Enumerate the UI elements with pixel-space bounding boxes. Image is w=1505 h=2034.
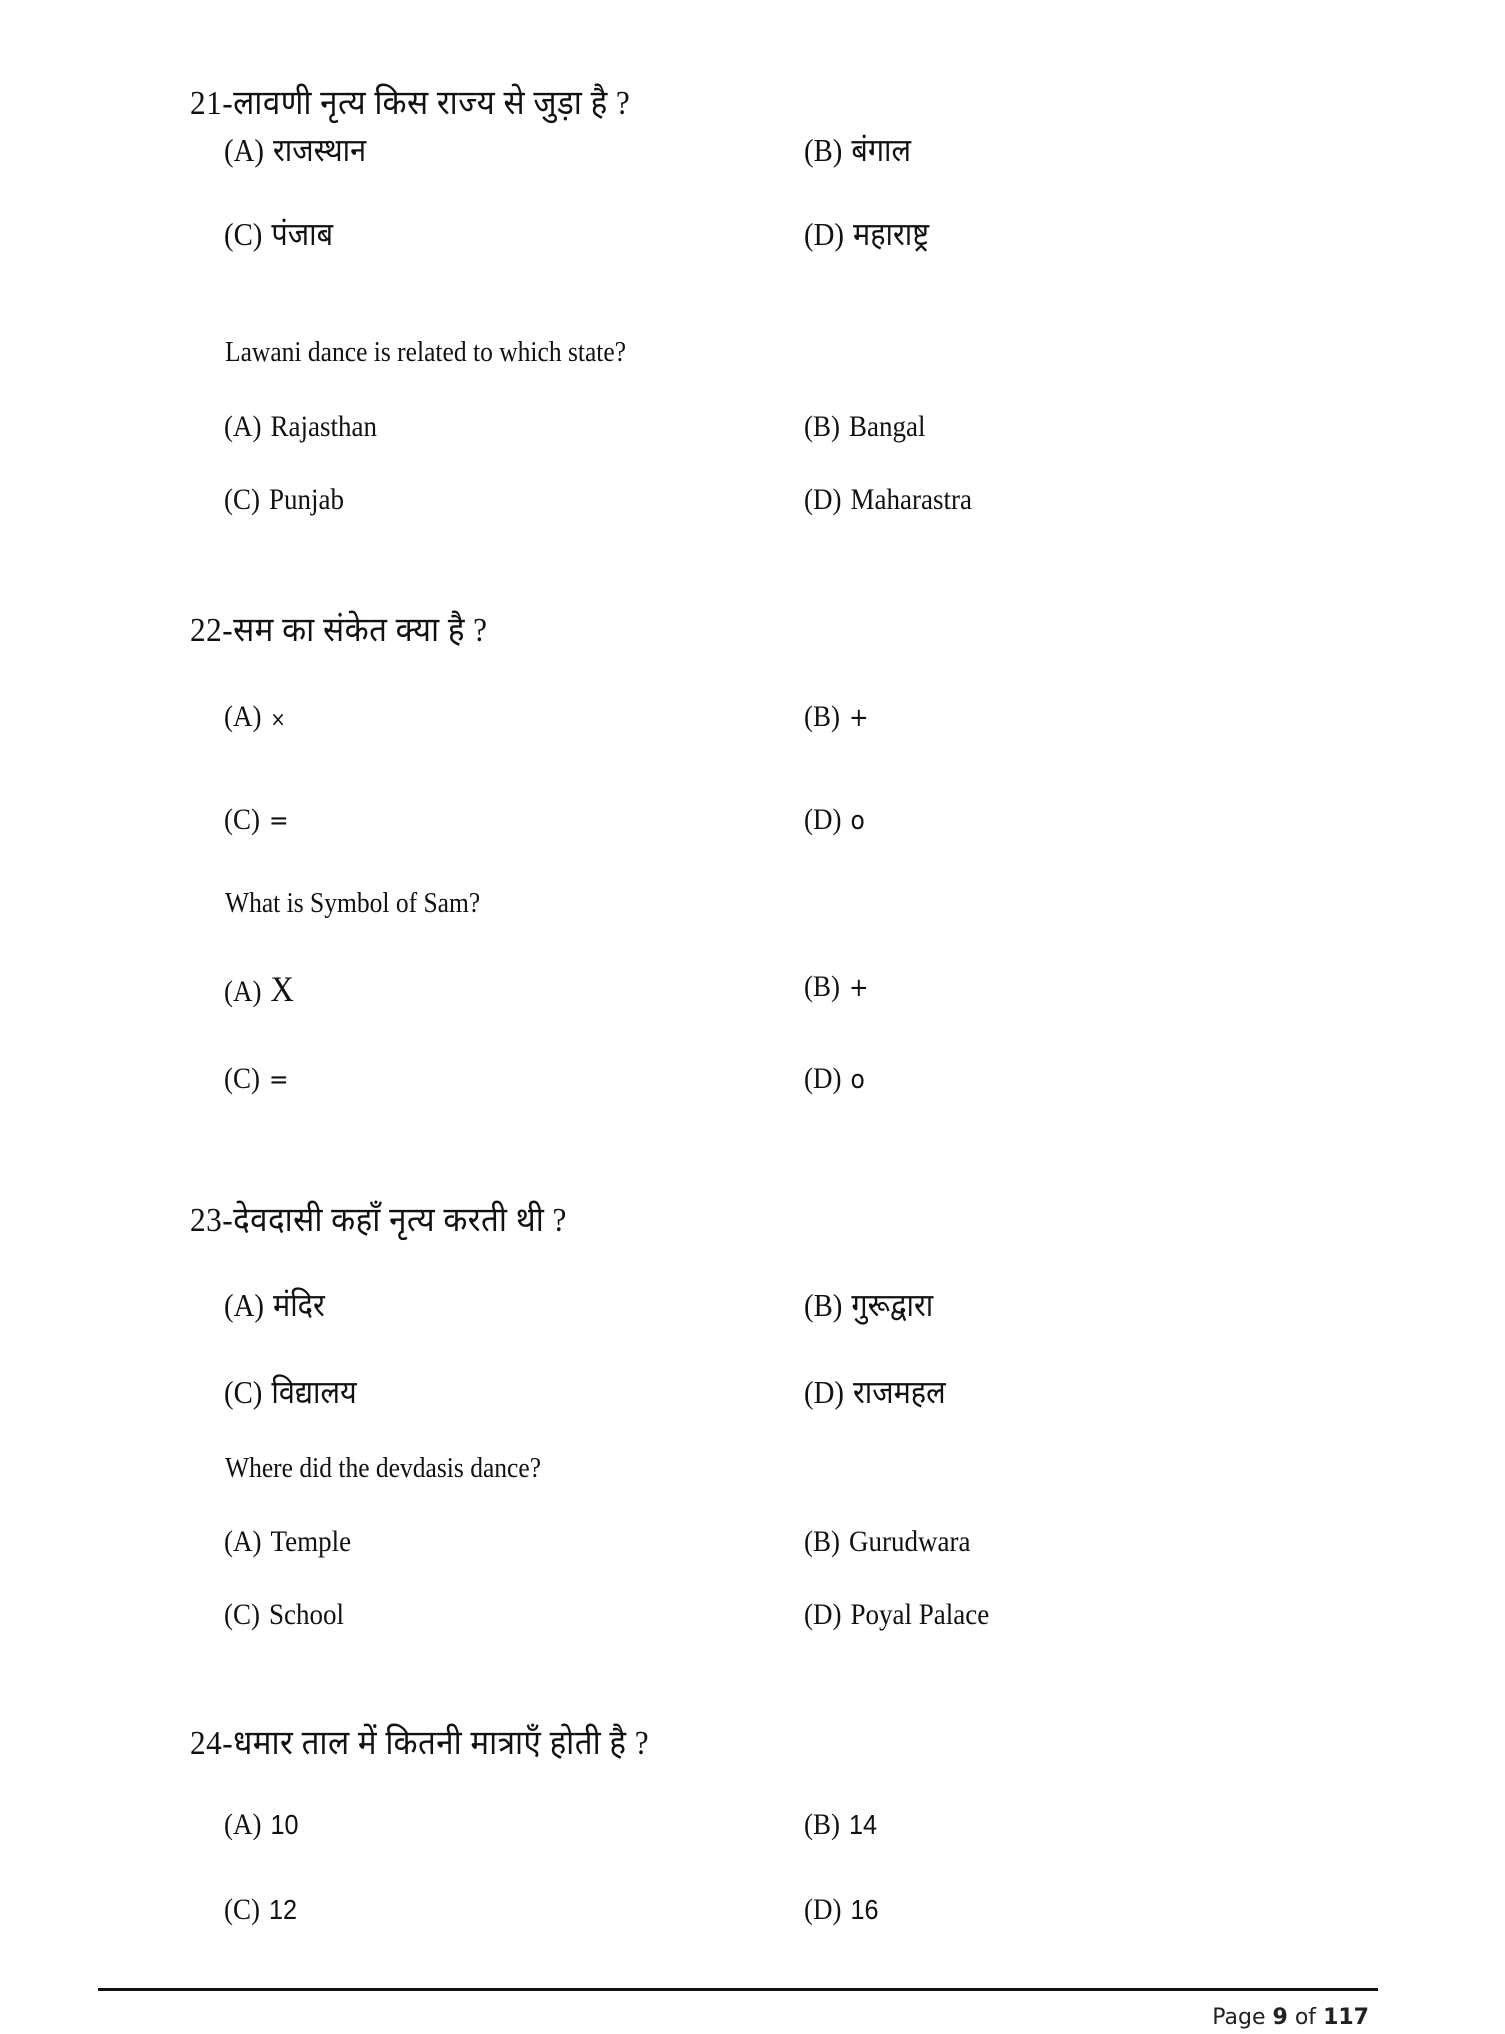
q22-en-option-c: (C) = [224,1062,289,1095]
q21-hi-option-d: (D) महाराष्ट्र [804,216,930,252]
question-23-english: Where did the devdasis dance? [225,1452,542,1484]
equals-symbol: = [269,1065,289,1095]
question-24-hindi: 24-धमार ताल में कितनी मात्राएँ होती है ? [190,1725,650,1762]
q21-en-option-c: (C) Punjab [224,483,345,516]
q21-en-option-b: (B) Bangal [804,410,926,443]
q23-en-option-a: (A) Temple [224,1525,352,1558]
equals-symbol: = [269,806,289,836]
plus-symbol: + [849,973,869,1003]
q24-option-d: (D) 16 [804,1893,879,1926]
multiply-symbol: × [270,707,286,731]
q24-option-b: (B) 14 [804,1808,878,1841]
q22-hi-option-a: (A) × [224,700,286,733]
q21-en-option-d: (D) Maharastra [804,483,972,516]
question-22-hindi: 22-सम का संकेत क्या है ? [190,612,488,649]
q22-en-option-d: (D) o [804,1062,865,1095]
footer-divider [98,1988,1378,1991]
q24-option-c: (C) 12 [224,1893,298,1926]
plus-symbol: + [849,703,869,733]
q23-en-option-b: (B) Gurudwara [804,1525,971,1558]
q22-hi-option-b: (B) + [804,700,869,733]
question-22-english: What is Symbol of Sam? [225,887,481,919]
q23-en-option-c: (C) School [224,1598,345,1631]
question-21-hindi: 21-लावणी नृत्य किस राज्य से जुड़ा है ? [190,85,631,122]
question-21-english: Lawani dance is related to which state? [225,336,627,368]
q23-hi-option-a: (A) मंदिर [224,1287,325,1323]
q21-hi-option-a: (A) राजस्थान [224,132,367,168]
circle-symbol: o [850,806,865,836]
q22-en-option-b: (B) + [804,970,869,1003]
q23-en-option-d: (D) Poyal Palace [804,1598,990,1631]
circle-symbol: o [850,1065,865,1095]
q21-hi-option-c: (C) पंजाब [224,216,334,252]
x-symbol: X [270,969,294,1009]
q22-hi-option-d: (D) o [804,803,865,836]
q21-en-option-a: (A) Rajasthan [224,410,377,443]
q22-hi-option-c: (C) = [224,803,289,836]
q23-hi-option-d: (D) राजमहल [804,1374,946,1410]
q23-hi-option-b: (B) गुरूद्वारा [804,1287,934,1323]
q21-hi-option-b: (B) बंगाल [804,132,912,168]
q24-option-a: (A) 10 [224,1808,299,1841]
q23-hi-option-c: (C) विद्यालय [224,1374,357,1410]
q22-en-option-a: (A) X [224,969,294,1009]
page-number: Page 9 of 117 [1212,2005,1369,2030]
question-23-hindi: 23-देवदासी कहाँ नृत्य करती थी ? [190,1202,567,1239]
